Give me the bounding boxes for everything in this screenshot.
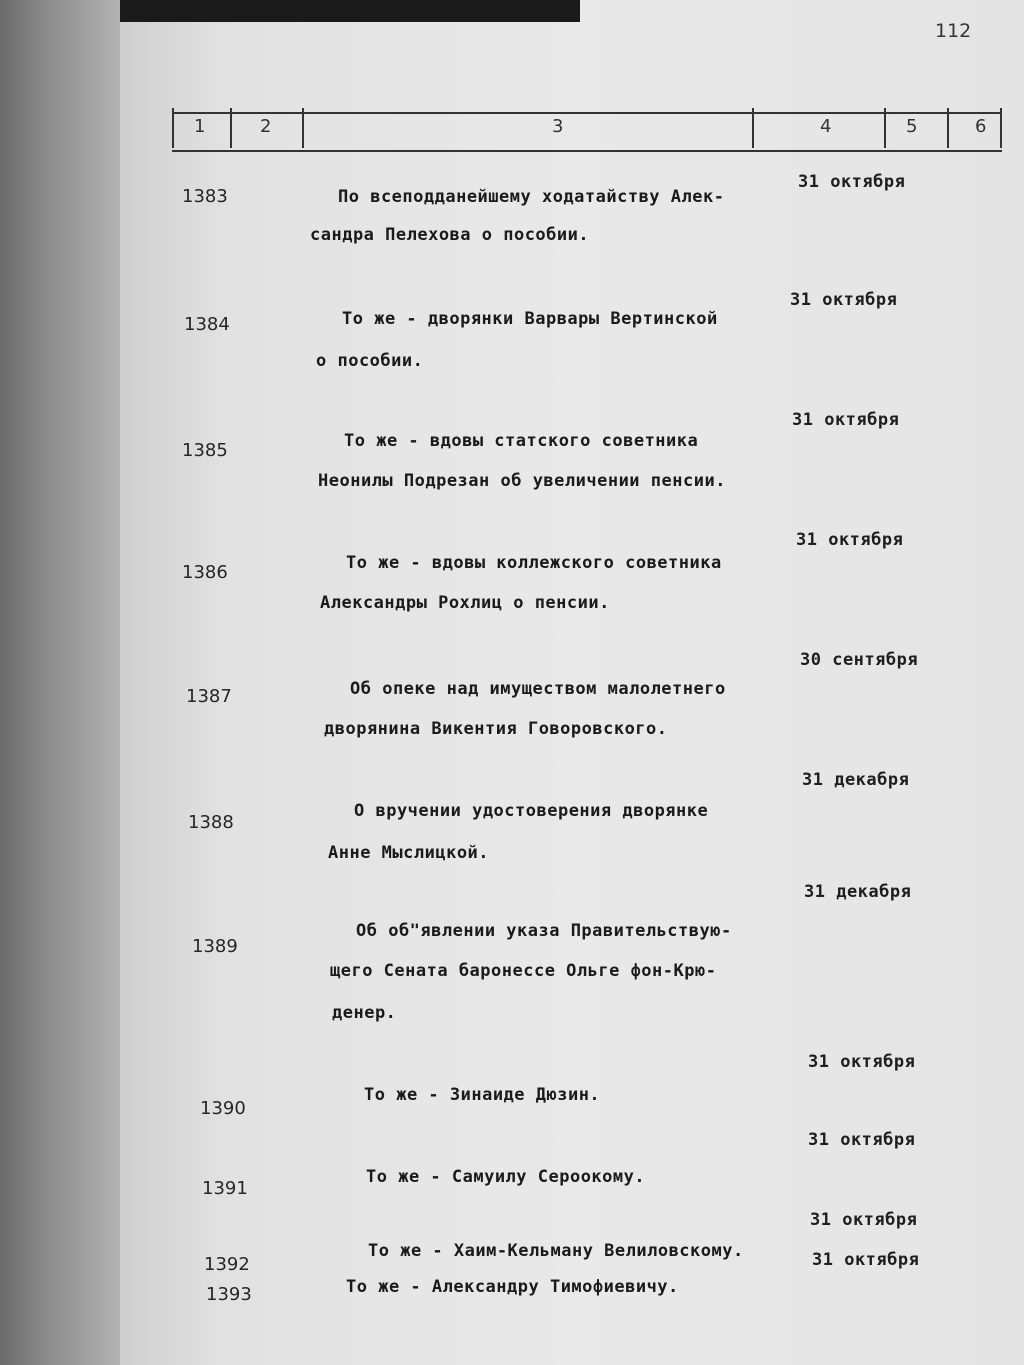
record-number: 1390 [200, 1098, 246, 1119]
record-description-line: То же - вдовы коллежского советника [346, 553, 722, 573]
column-header-6: 6 [975, 116, 987, 137]
column-header-5: 5 [906, 116, 918, 137]
record-description-line: То же - Зинаиде Дюзин. [364, 1085, 601, 1105]
page-number: 112 [935, 20, 972, 42]
record-number: 1384 [184, 314, 230, 335]
record-description-line: Об опеке над имуществом малолетнего [350, 679, 726, 699]
record-date: 31 декабря [802, 770, 910, 790]
record-number: 1393 [206, 1284, 252, 1305]
record-description-line: щего Сената баронессе Ольге фон-Крю- [330, 961, 717, 981]
record-number: 1386 [182, 562, 228, 583]
record-description-line: То же - Александру Тимофиевичу. [346, 1277, 679, 1297]
record-date: 31 октября [812, 1250, 920, 1270]
record-description-line: Об об"явлении указа Правительствую- [356, 921, 732, 941]
record-description-line: сандра Пелехова о пособии. [310, 225, 590, 245]
document-page [120, 0, 1024, 1365]
record-description-line: О вручении удостоверения дворянке [354, 801, 709, 821]
record-number: 1387 [186, 686, 232, 707]
record-date: 31 октября [792, 410, 900, 430]
record-date: 31 октября [808, 1052, 916, 1072]
record-number: 1391 [202, 1178, 248, 1199]
column-header-1: 1 [194, 116, 206, 137]
column-header-row [172, 102, 1002, 150]
record-description-line: То же - Хаим-Кельману Велиловскому. [368, 1241, 744, 1261]
record-number: 1392 [204, 1254, 250, 1275]
record-description-line: То же - вдовы статского советника [344, 431, 699, 451]
column-header-4: 4 [820, 116, 832, 137]
column-header-3: 3 [552, 116, 564, 137]
record-description-line: Александры Рохлиц о пенсии. [320, 593, 610, 613]
page-shadow-edge [0, 0, 120, 1365]
record-date: 31 декабря [804, 882, 912, 902]
record-date: 31 октября [808, 1130, 916, 1150]
record-date: 31 октября [796, 530, 904, 550]
column-header-2: 2 [260, 116, 272, 137]
record-description-line: Анне Мыслицкой. [328, 843, 490, 863]
record-description-line: о пособии. [316, 351, 424, 371]
record-description-line: То же - Самуилу Сероокому. [366, 1167, 646, 1187]
record-number: 1388 [188, 812, 234, 833]
record-date: 31 октября [798, 172, 906, 192]
record-date: 31 октября [790, 290, 898, 310]
record-description-line: То же - дворянки Варвары Вертинской [342, 309, 718, 329]
record-description-line: Неонилы Подрезан об увеличении пенсии. [318, 471, 726, 491]
dark-corner [120, 0, 580, 22]
record-date: 30 сентября [800, 650, 919, 670]
record-description-line: денер. [332, 1003, 397, 1023]
record-number: 1389 [192, 936, 238, 957]
record-description-line: По всеподданейшему ходатайству Алек- [338, 187, 725, 207]
record-description-line: дворянина Викентия Говоровского. [324, 719, 668, 739]
record-number: 1383 [182, 186, 228, 207]
record-number: 1385 [182, 440, 228, 461]
record-date: 31 октября [810, 1210, 918, 1230]
